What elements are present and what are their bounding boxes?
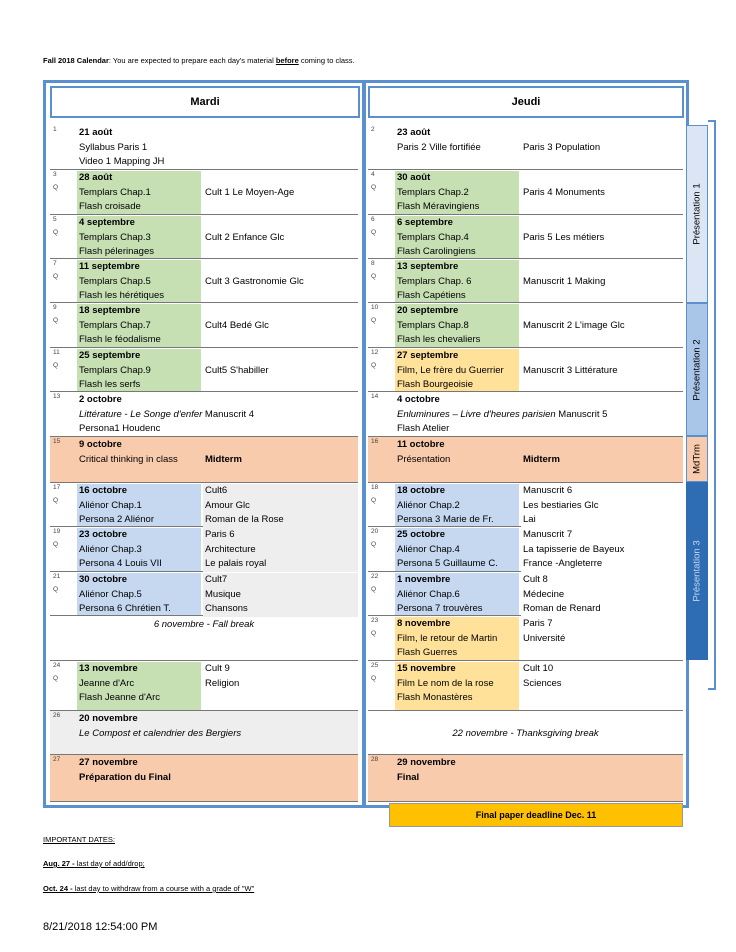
session-flash: Persona1 Houdenc — [79, 423, 161, 434]
culture-item: Médecine — [523, 588, 565, 600]
session-date: 1 novembre — [397, 574, 451, 585]
session-date: 20 novembre — [79, 713, 138, 724]
culture-spacer — [523, 304, 683, 319]
session-number: 3 — [53, 171, 57, 178]
session-topic: Présentation — [397, 453, 451, 465]
session-main-cell — [395, 756, 683, 801]
calendar-row — [50, 215, 358, 259]
session-number: 24 — [53, 662, 61, 669]
culture-spacer — [523, 126, 683, 141]
session-main-cell — [395, 393, 683, 436]
session-topic: Templars Chap.9 — [79, 364, 151, 376]
session-topic — [79, 408, 358, 423]
session-number: 6 — [371, 216, 375, 223]
culture-item: Cult 2 Enfance Glc — [205, 231, 285, 243]
break-note: 22 novembre - Thanksgiving break — [452, 728, 599, 739]
calendar-row — [50, 661, 358, 711]
culture-spacer — [523, 171, 683, 186]
session-main-cell — [77, 349, 201, 391]
quiz-marker: Q — [53, 229, 59, 236]
culture-spacer — [205, 438, 358, 453]
culture-item: Le palais royal — [205, 558, 267, 569]
calendar-row — [368, 215, 683, 259]
session-flash: Flash les serfs — [79, 379, 141, 390]
culture-item: Paris 5 Les métiers — [523, 231, 605, 243]
session-number: 8 — [371, 260, 375, 267]
quiz-marker: Q — [53, 273, 59, 280]
session-flash: Flash Carolingiens — [397, 246, 476, 257]
culture-item: Manuscrit 6 — [523, 485, 573, 496]
presentation-2-label: Présentation 2 — [686, 303, 708, 436]
session-flash: Persona 7 trouvères — [397, 603, 483, 614]
session-topic: Syllabus Paris 1 — [79, 141, 148, 153]
session-number: 15 — [53, 438, 61, 445]
session-side-cell — [203, 126, 358, 141]
session-flash: Persona 5 Guillaume C. — [397, 558, 498, 569]
session-number: 7 — [53, 260, 57, 267]
culture-item: Cult 8 — [523, 574, 548, 585]
session-topic: Templars Chap.2 — [397, 186, 469, 198]
session-side-cell — [521, 438, 683, 467]
session-side-cell — [203, 349, 358, 378]
session-date: 27 septembre — [397, 350, 459, 361]
culture-item: Manuscrit 7 — [523, 529, 573, 540]
session-date: 29 novembre — [397, 757, 456, 768]
calendar-row — [368, 125, 683, 170]
session-topic — [79, 727, 358, 742]
culture-spacer — [205, 216, 358, 231]
culture-spacer — [205, 304, 358, 319]
mardi-header: Mardi — [50, 86, 360, 118]
quiz-marker: Q — [371, 497, 377, 504]
session-main-cell — [77, 756, 358, 801]
session-number: 12 — [371, 349, 379, 356]
session-date: 11 octobre — [397, 439, 445, 450]
session-topic: Film, Le frère du Guerrier — [397, 364, 504, 376]
quiz-marker: Q — [371, 586, 377, 593]
quiz-marker: Q — [53, 184, 59, 191]
session-number: 19 — [53, 528, 61, 535]
culture-item: Architecture — [205, 543, 256, 555]
session-flash: Flash les chevaliers — [397, 334, 481, 345]
quiz-marker: Q — [53, 586, 59, 593]
culture-item: Cult4 Bedé Glc — [205, 319, 269, 331]
culture-item: Manuscrit 3 Littérature — [523, 364, 618, 376]
session-topic: Templars Chap. 6 — [397, 275, 472, 287]
session-side-cell — [521, 484, 683, 528]
culture-item: Paris 7 — [523, 618, 553, 629]
calendar-row — [368, 392, 683, 437]
calendar-row — [50, 348, 358, 392]
culture-spacer — [205, 126, 358, 141]
session-main-cell — [395, 126, 519, 169]
session-topic: Aliénor Chap.4 — [397, 543, 460, 555]
session-side-cell — [203, 484, 358, 528]
session-flash: Video 1 Mapping JH — [79, 156, 165, 167]
session-main-cell — [395, 349, 519, 391]
session-main-cell — [395, 528, 519, 571]
session-date: 6 septembre — [397, 217, 453, 228]
session-side-cell — [521, 662, 683, 691]
culture-item: Cult6 — [205, 485, 228, 496]
culture-item: Université — [523, 632, 566, 644]
session-number: 11 — [53, 349, 60, 356]
culture-item: Musique — [205, 588, 241, 600]
session-topic: Templars Chap.1 — [79, 186, 151, 198]
session-topic: Paris 2 Ville fortifiée — [397, 141, 481, 153]
culture-item: Cult 1 Le Moyen-Age — [205, 186, 295, 198]
quiz-marker: Q — [53, 362, 59, 369]
timestamp: 8/21/2018 12:54:00 PM — [43, 921, 158, 933]
session-topic: Templars Chap.8 — [397, 319, 469, 331]
culture-spacer — [523, 216, 683, 231]
session-main-cell — [77, 216, 201, 258]
session-date: 2 octobre — [79, 394, 122, 405]
session-flash: Flash Monastères — [397, 692, 473, 703]
calendar-row — [50, 711, 358, 755]
session-main-cell — [395, 484, 519, 526]
session-number: 18 — [371, 484, 379, 491]
session-date: 8 novembre — [397, 618, 451, 629]
session-date: 18 septembre — [79, 305, 141, 316]
jeudi-header: Jeudi — [368, 86, 684, 118]
session-date: 4 octobre — [397, 394, 440, 405]
session-flash: Persona 6 Chrétien T. — [79, 603, 171, 614]
calendar-row — [50, 170, 358, 215]
culture-item: La tapisserie de Bayeux — [523, 543, 625, 555]
session-topic: Templars Chap.3 — [79, 231, 151, 243]
quiz-marker: Q — [53, 541, 59, 548]
calendar-row — [368, 527, 683, 572]
culture-item: Midterm — [523, 453, 560, 465]
session-main-cell — [395, 662, 519, 710]
session-date: 13 novembre — [79, 663, 138, 674]
session-topic: Film, le retour de Martin — [397, 632, 498, 644]
session-topic: Templars Chap.5 — [79, 275, 151, 287]
session-main-cell — [77, 438, 201, 482]
session-number: 5 — [53, 216, 57, 223]
midterm-label: MdTrm — [686, 436, 708, 482]
calendar-row — [368, 303, 683, 348]
session-main-cell — [77, 528, 201, 571]
session-date: 20 septembre — [397, 305, 459, 316]
withdraw-note: Oct. 24 - last day to withdraw from a course with a grade of "W" — [43, 884, 255, 893]
culture-spacer — [205, 349, 358, 364]
calendar-row — [50, 437, 358, 483]
culture-item: Manuscrit 1 Making — [523, 275, 606, 287]
calendar-row — [50, 259, 358, 303]
important-dates-title: IMPORTANT DATES: — [43, 835, 115, 844]
culture-item: Roman de Renard — [523, 603, 601, 614]
session-number: 16 — [371, 438, 379, 445]
session-date: 18 octobre — [397, 485, 446, 496]
break-note: 6 novembre - Fall break — [153, 619, 255, 630]
session-flash: Flash pélerinages — [79, 246, 154, 257]
session-flash: Flash Capétiens — [397, 290, 466, 301]
calendar-row — [50, 572, 358, 616]
session-topic: Aliénor Chap.5 — [79, 588, 142, 600]
presentation-3-label: Présentation 3 — [686, 482, 708, 660]
topic-italic: Enluminures – Livre d'heures parisien — [397, 408, 556, 420]
session-flash: Flash les hérétiques — [79, 290, 165, 301]
calendar-row — [368, 711, 683, 755]
session-main-cell — [395, 438, 519, 482]
quiz-marker: Q — [371, 675, 377, 682]
culture-item: Cult 3 Gastronomie Glc — [205, 275, 304, 287]
quiz-marker: Q — [53, 317, 59, 324]
session-topic: Final — [397, 771, 420, 783]
session-date: 4 septembre — [79, 217, 135, 228]
session-date: 16 octobre — [79, 485, 128, 496]
calendar-row — [368, 348, 683, 392]
session-flash: Persona 4 Louis VII — [79, 558, 162, 569]
session-flash: Flash Guerres — [397, 647, 458, 658]
session-number: 26 — [53, 712, 61, 719]
session-flash: Flash Bourgeoisie — [397, 379, 474, 390]
culture-item: Lai — [523, 514, 536, 525]
calendar-row — [368, 661, 683, 711]
quiz-marker: Q — [371, 630, 377, 637]
session-main-cell — [395, 304, 519, 347]
session-flash: Persona 2 Aliénor — [79, 514, 154, 525]
session-topic — [397, 408, 683, 423]
session-number: 1 — [53, 126, 57, 133]
session-flash: Flash croisade — [79, 201, 141, 212]
topic-italic: Littérature - Le Songe d'enfer — [79, 408, 203, 420]
session-side-cell — [203, 216, 358, 245]
session-main-cell — [77, 662, 201, 710]
session-flash: Persona 3 Marie de Fr. — [397, 514, 494, 525]
culture-item: Cult 9 — [205, 663, 230, 674]
session-side-cell — [521, 617, 683, 646]
session-side-cell — [203, 304, 358, 333]
session-number: 13 — [53, 393, 61, 400]
session-main-cell — [77, 573, 201, 615]
session-side-cell — [521, 260, 683, 289]
quiz-marker: Q — [371, 184, 377, 191]
session-side-cell — [203, 573, 358, 617]
session-side-cell — [521, 216, 683, 245]
session-date: 11 septembre — [79, 261, 140, 272]
session-number: 20 — [371, 528, 379, 535]
session-main-cell — [77, 393, 358, 436]
session-side-cell — [203, 528, 358, 572]
session-date: 21 août — [79, 127, 113, 138]
session-topic: Templars Chap.4 — [397, 231, 469, 243]
add-drop-note: Aug. 27 - last day of add/drop; — [43, 859, 145, 868]
culture-item: Paris 6 — [205, 529, 235, 540]
calendar-row — [50, 303, 358, 348]
quiz-marker: Q — [371, 541, 377, 548]
session-topic: Film Le nom de la rose — [397, 677, 494, 689]
quiz-marker: Q — [371, 273, 377, 280]
session-number: 23 — [371, 617, 379, 624]
presentation-1-label: Présentation 1 — [686, 125, 708, 303]
session-side-cell — [521, 349, 683, 378]
session-side-cell — [203, 171, 358, 200]
calendar-row — [368, 170, 683, 215]
session-number: 25 — [371, 662, 379, 669]
session-side-cell — [203, 260, 358, 289]
quiz-marker: Q — [371, 362, 377, 369]
session-date: 13 septembre — [397, 261, 459, 272]
culture-item: Les bestiaries Glc — [523, 499, 599, 511]
session-side-cell — [521, 528, 683, 572]
calendar-intro: Fall 2018 Calendar: You are expected to prepare each day's material before coming to class. — [43, 56, 355, 65]
culture-item: Cult7 — [205, 574, 228, 585]
session-side-cell — [203, 662, 358, 691]
calendar-row — [50, 527, 358, 572]
session-number: 9 — [53, 304, 57, 311]
session-date: 15 novembre — [397, 663, 456, 674]
session-main-cell — [77, 126, 201, 169]
session-main-cell — [77, 171, 201, 214]
session-flash: Flash le féodalisme — [79, 334, 161, 345]
session-number: 22 — [371, 573, 379, 580]
culture-spacer — [205, 260, 358, 275]
quiz-marker: Q — [371, 317, 377, 324]
session-date: 25 octobre — [397, 529, 446, 540]
session-number: 2 — [371, 126, 375, 133]
session-side-cell — [521, 171, 683, 200]
session-topic: Aliénor Chap.1 — [79, 499, 142, 511]
session-number: 4 — [371, 171, 375, 178]
culture-item: Paris 3 Population — [523, 141, 601, 153]
session-topic: Jeanne d'Arc — [79, 677, 135, 689]
culture-item: Roman de la Rose — [205, 514, 284, 525]
session-flash: Flash Jeanne d'Arc — [79, 692, 161, 703]
session-date: 23 août — [397, 127, 431, 138]
culture-spacer — [523, 438, 683, 453]
session-side-cell — [521, 304, 683, 333]
quiz-marker: Q — [53, 497, 59, 504]
session-main-cell — [395, 617, 519, 660]
calendar-row — [50, 616, 358, 661]
culture-item: Manuscrit 2 L'image Glc — [523, 319, 625, 331]
culture-spacer — [523, 349, 683, 364]
session-main-cell — [77, 484, 201, 526]
session-number: 17 — [53, 484, 61, 491]
culture-item: Religion — [205, 677, 240, 689]
sidebar-frame — [708, 120, 716, 690]
session-date: 23 octobre — [79, 529, 128, 540]
final-paper-deadline: Final paper deadline Dec. 11 — [389, 803, 683, 827]
culture-item: Paris 4 Monuments — [523, 186, 605, 198]
session-flash: Flash Méravingiens — [397, 201, 480, 212]
session-topic: Aliénor Chap.6 — [397, 588, 460, 600]
session-main-cell — [395, 260, 519, 302]
session-topic: Templars Chap.7 — [79, 319, 151, 331]
session-flash: Flash Atelier — [397, 423, 450, 434]
session-number: 27 — [53, 756, 61, 763]
session-topic: Critical thinking in class — [79, 453, 178, 465]
session-side-cell — [203, 438, 358, 467]
culture-item: Amour Glc — [205, 499, 250, 511]
session-main-cell — [395, 573, 519, 615]
calendar-row — [50, 392, 358, 437]
calendar-row — [50, 483, 358, 527]
calendar-row — [368, 437, 683, 483]
calendar-row — [368, 572, 683, 616]
session-date: 30 octobre — [79, 574, 128, 585]
calendar-row — [368, 259, 683, 303]
session-side-cell — [521, 573, 683, 617]
session-topic: Aliénor Chap.2 — [397, 499, 460, 511]
topic-extra: Manuscrit 5 — [555, 408, 608, 420]
culture-item: Cult 10 — [523, 663, 554, 674]
calendar-row — [368, 483, 683, 527]
culture-spacer — [523, 260, 683, 275]
session-date: 27 novembre — [79, 757, 138, 768]
session-number: 28 — [371, 756, 379, 763]
culture-item: Cult5 S'habiller — [205, 364, 269, 376]
culture-item: Midterm — [205, 453, 242, 465]
topic-italic: Le Compost et calendrier des Bergiers — [79, 727, 242, 739]
session-number: 21 — [53, 573, 61, 580]
session-number: 10 — [371, 304, 379, 311]
culture-item: Sciences — [523, 677, 562, 689]
calendar-row — [368, 616, 683, 661]
quiz-marker: Q — [53, 675, 59, 682]
calendar-row — [368, 755, 683, 802]
session-number: 14 — [371, 393, 379, 400]
culture-item: France -Angleterre — [523, 558, 603, 569]
culture-spacer — [205, 171, 358, 186]
session-main-cell — [395, 171, 519, 214]
calendar-row — [50, 125, 358, 170]
session-date: 28 août — [79, 172, 113, 183]
culture-item: Chansons — [205, 603, 248, 614]
session-main-cell — [77, 260, 201, 302]
session-main-cell — [77, 712, 358, 754]
session-topic: Aliénor Chap.3 — [79, 543, 142, 555]
session-date: 9 octobre — [79, 439, 122, 450]
session-topic: Préparation du Final — [79, 771, 171, 783]
topic-extra: Manuscrit 4 — [202, 408, 255, 420]
session-side-cell — [521, 126, 683, 155]
calendar-row — [50, 755, 358, 802]
session-main-cell — [77, 304, 201, 347]
session-main-cell — [395, 216, 519, 258]
quiz-marker: Q — [371, 229, 377, 236]
session-date: 25 septembre — [79, 350, 141, 361]
session-date: 30 août — [397, 172, 431, 183]
